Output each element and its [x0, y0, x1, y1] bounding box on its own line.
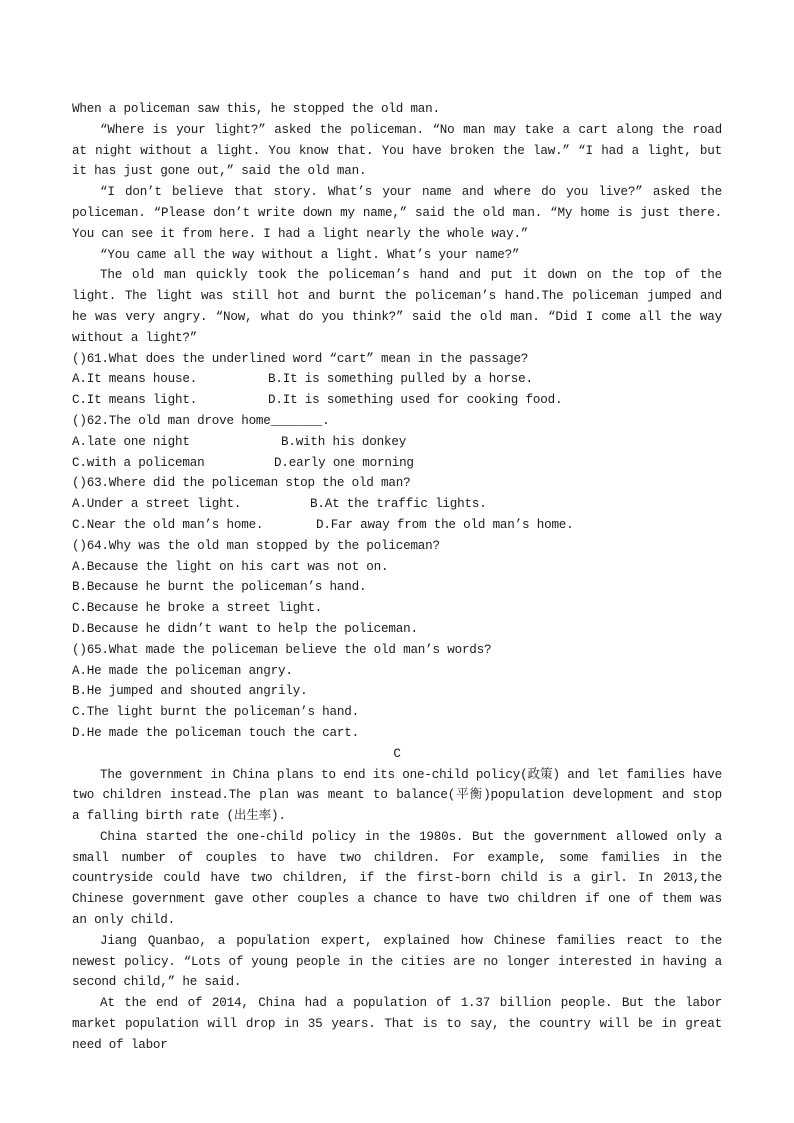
option-b: B.He jumped and shouted angrily.: [72, 684, 308, 699]
question-63: [72, 473, 722, 535]
question-62: [72, 411, 722, 473]
option-d: D.It is something used for cooking food.: [268, 393, 563, 408]
option-d: D.early one morning: [274, 455, 414, 470]
passage-b-paragraph-4: “You came all the way without a light. What’s your name?”: [100, 247, 520, 262]
question-stem: ()65.What made the policeman believe the old man’s words?: [72, 642, 492, 657]
option-c: C.The light burnt the policeman’s hand.: [72, 705, 359, 720]
option-c: C.with a policeman: [72, 455, 205, 470]
passage-b-paragraph-1: When a policeman saw this, he stopped the old man.: [72, 102, 440, 116]
passage-b-paragraph-2: “Where is your light?” asked the policeman. “No man may take a cart along the road at night without a light. You know that. You have broken the law.” “I had a light, but it has just gone out,” said the old man.: [72, 122, 722, 179]
option-d: D.Far away from the old man’s home.: [316, 517, 574, 532]
question-65: [72, 640, 722, 744]
option-c: C.Because he broke a street light.: [72, 601, 323, 616]
option-b: B.At the traffic lights.: [310, 497, 487, 512]
question-stem: ()63.Where did the policeman stop the old man?: [72, 476, 411, 491]
passage-b-paragraph-5: The old man quickly took the policeman’s hand and put it down on the top of the light. The light was still hot and burnt the policeman’s hand.The policeman jumped and he was very angry. “Now, what do you think?” said the old man. “Did I come all the way without a light?”: [72, 268, 722, 345]
passage-c-paragraph-1: The government in China plans to end its one-child policy(政策) and let families have two children instead.The plan was meant to balance(平衡)population development and stop a falling birth rate (出生率).: [72, 767, 722, 824]
option-d: D.Because he didn’t want to help the policeman.: [72, 621, 418, 636]
option-b: B.with his donkey: [281, 434, 407, 449]
option-a: A.He made the policeman angry.: [72, 663, 293, 678]
question-stem: ()62.The old man drove home_______.: [72, 413, 330, 428]
option-a: A.Under a street light.: [72, 497, 242, 512]
option-c: C.Near the old man’s home.: [72, 517, 264, 532]
option-a: A.late one night: [72, 434, 190, 449]
option-a: A.It means house.: [72, 372, 198, 387]
passage-c-paragraph-3: Jiang Quanbao, a population expert, explained how Chinese families react to the newest policy. “Lots of young people in the cities are no longer interested in having a second child,” he said.: [72, 933, 722, 990]
question-stem: ()64.Why was the old man stopped by the policeman?: [72, 538, 440, 553]
passage-c-paragraph-4: At the end of 2014, China had a population of 1.37 billion people. But the labor market population will drop in 35 years. That is to say, the country will be in great need of labor: [72, 996, 722, 1052]
option-b: B.It is something pulled by a horse.: [268, 372, 533, 387]
option-d: D.He made the policeman touch the cart.: [72, 725, 359, 740]
option-b: B.Because he burnt the policeman’s hand.: [72, 580, 367, 595]
section-heading: C: [393, 746, 401, 761]
passage-c-paragraph-2: China started the one-child policy in the 1980s. But the government allowed only a small number of couples to have two children. For example, some families in the countryside could have two children, if the first-born child is a girl. In 2013,the Chinese government gave other couples a chance to have two children if one of them was an only child.: [72, 829, 722, 928]
option-c: C.It means light.: [72, 393, 198, 408]
question-stem: ()61.What does the underlined word “cart” mean in the passage?: [72, 351, 529, 366]
option-a: A.Because the light on his cart was not on.: [72, 559, 389, 574]
passage-c: [72, 744, 722, 1056]
question-61: [72, 349, 722, 411]
question-64: [72, 536, 722, 640]
passage-b-paragraph-3: “I don’t believe that story. What’s your name and where do you live?” asked the policeman. “Please don’t write down my name,” said the old man. “My home is just there. You can see it from here. I had a light nearly the whole way.”: [72, 185, 722, 241]
document-page: [72, 99, 722, 1056]
